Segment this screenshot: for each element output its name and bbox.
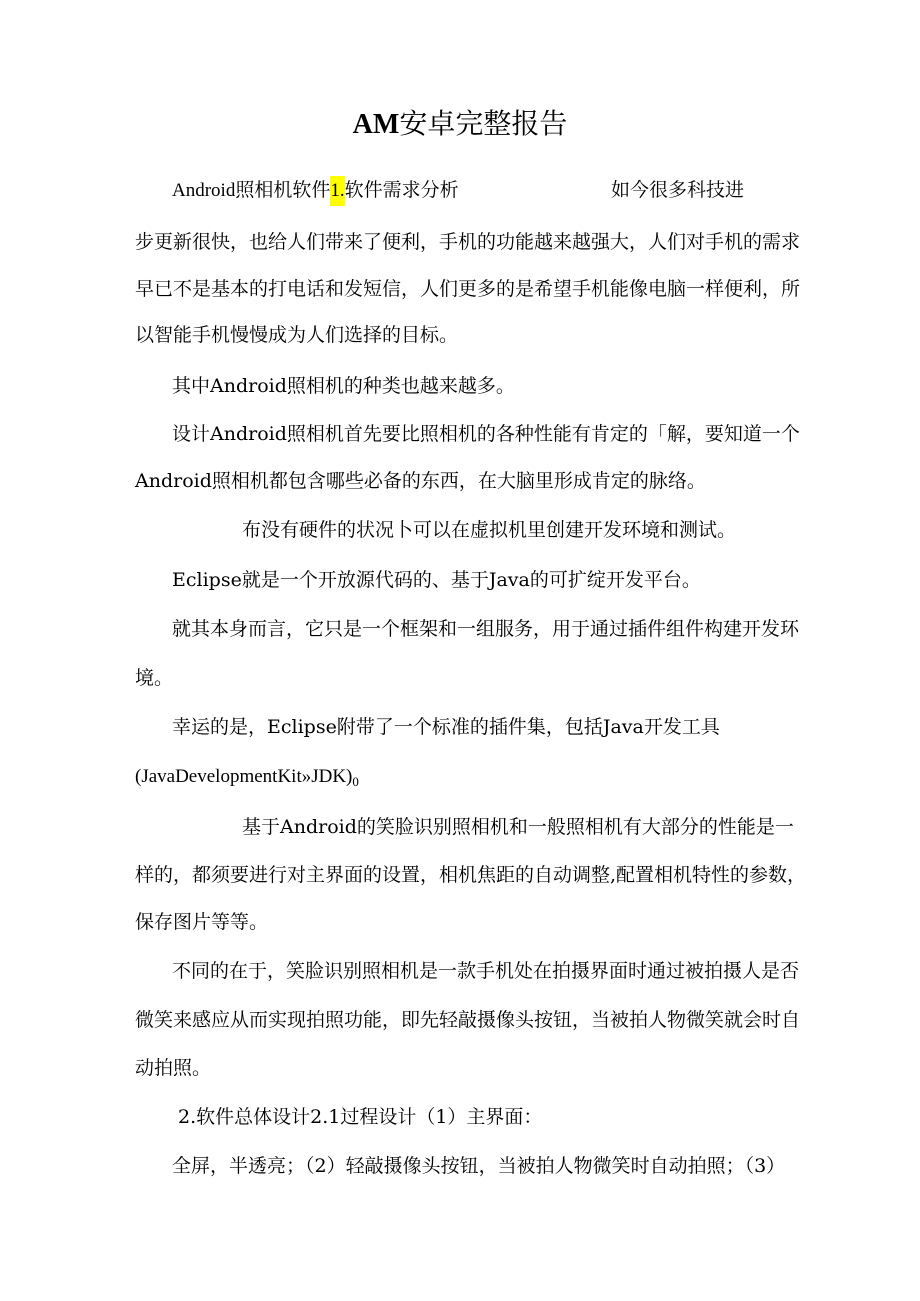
paragraph-line-11: 境。	[135, 667, 174, 689]
text-requirements-analysis: 软件需求分析	[344, 179, 459, 201]
paragraph-line-1	[172, 175, 459, 206]
paragraph-line-21: 全屏，半透亮；（2）轻敲摄像头按钮，当被拍人物微笑时自动拍照；（3）	[172, 1155, 786, 1177]
jdk-subscript: 0	[352, 774, 359, 789]
paragraph-line-1-tail: 如今很多科技进	[611, 179, 745, 201]
title-cjk: 安卓完整报告	[399, 107, 568, 140]
text-android: Android	[172, 180, 236, 201]
paragraph-line-18: 微笑来感应从而实现拍照功能，即先轻敲摄像头按钮，当被拍人物微笑就会时自	[135, 1009, 801, 1031]
paragraph-line-13	[135, 762, 359, 797]
paragraph-line-15: 样的，都须要进行对主界面的设置，相机焦距的自动调整,配置相机特性的参数，	[135, 864, 807, 886]
text-camera-software: 照相机软件	[235, 179, 331, 201]
paragraph-line-8: 布没有硬件的状况卜可以在虚拟机里创建开发环境和测试。	[242, 519, 737, 541]
paragraph-line-9: Eclipse就是一个开放源代码的、基于Java的可扩绽开发平台。	[172, 569, 701, 591]
paragraph-line-12: 幸运的是，Eclipse附带了一个标准的插件集，包括Java开发工具	[172, 716, 720, 738]
paragraph-line-4: 以智能手机慢慢成为人们选择的目标。	[135, 324, 459, 346]
paragraph-line-17: 不同的在于，笑脸识别照相机是一款手机处在拍摄界面时通过被拍摄人是否	[172, 960, 800, 982]
paragraph-line-6: 设计Android照相机首先要比照相机的各种性能有肯定的「解，要知道一个	[172, 423, 800, 445]
paragraph-line-7: Android照相机都包含哪些必备的东西，在大脑里形成肯定的脉络。	[135, 470, 706, 492]
highlighted-section-number: 1.	[330, 176, 344, 206]
paragraph-line-10: 就其本身而言，它只是一个框架和一组服务，用于通过插件组件构建开发环	[172, 618, 800, 640]
title-latin: AM	[352, 109, 400, 140]
section-heading-2: 2.软件总体设计2.1过程设计（1）主界面：	[178, 1106, 543, 1128]
paragraph-line-2: 步更新很快，也给人们带来了便利，手机的功能越来越强大，人们对手机的需求	[135, 231, 801, 253]
paragraph-line-3: 早已不是基本的打电话和发短信，人们更多的是希望手机能像电脑一样便利，所	[135, 278, 801, 300]
paragraph-line-5: 其中Android照相机的种类也越来越多。	[172, 375, 515, 397]
paragraph-line-19: 动拍照。	[135, 1057, 212, 1079]
jdk-text: (JavaDevelopmentKit»JDK)	[135, 766, 353, 787]
paragraph-line-16: 保存图片等等。	[135, 911, 269, 933]
paragraph-line-14: 基于Android的笑脸识别照相机和一般照相机有大部分的性能是一	[242, 816, 794, 838]
document-title	[0, 104, 920, 145]
